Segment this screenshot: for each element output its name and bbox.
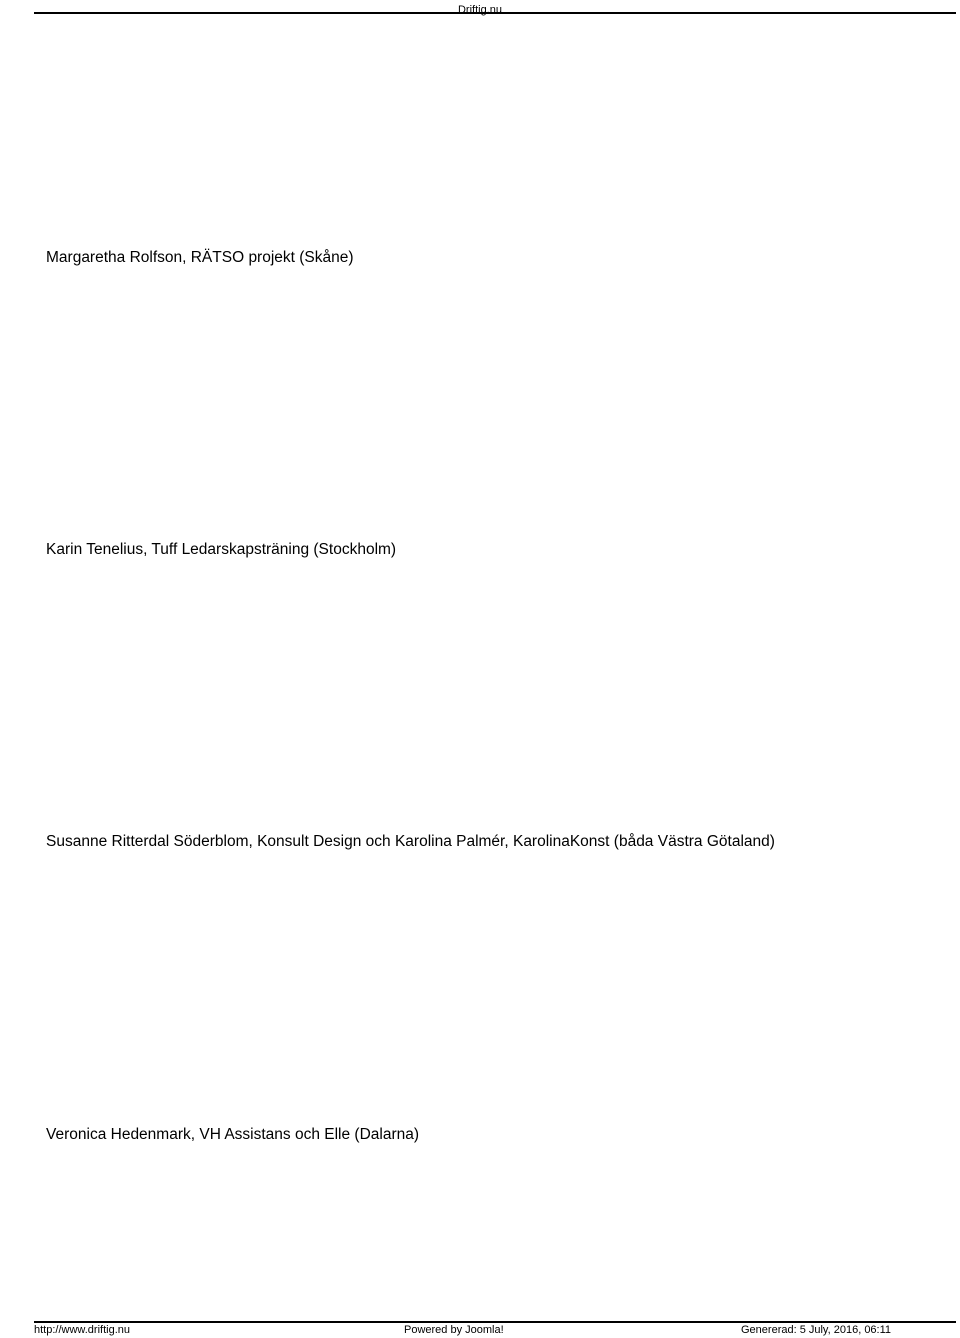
entry-text: Susanne Ritterdal Söderblom, Konsult Design och Karolina Palmér, KarolinaKonst (båda Västra Götaland) — [46, 833, 775, 850]
footer-powered-by: Powered by Joomla! — [404, 1324, 504, 1336]
entry-text: Veronica Hedenmark, VH Assistans och Elle (Dalarna) — [46, 1126, 420, 1143]
footer-generated-date: Genererad: 5 July, 2016, 06:11 — [741, 1324, 892, 1336]
footer-url: http://www.driftig.nu — [34, 1324, 130, 1336]
entry-text: Margaretha Rolfson, RÄTSO projekt (Skåne) — [46, 249, 354, 266]
entry-text: Karin Tenelius, Tuff Ledarskapsträning (Stockholm) — [46, 541, 397, 558]
site-name: Driftig.nu — [457, 4, 503, 16]
footer-divider — [34, 1321, 956, 1323]
header-divider — [34, 12, 956, 14]
